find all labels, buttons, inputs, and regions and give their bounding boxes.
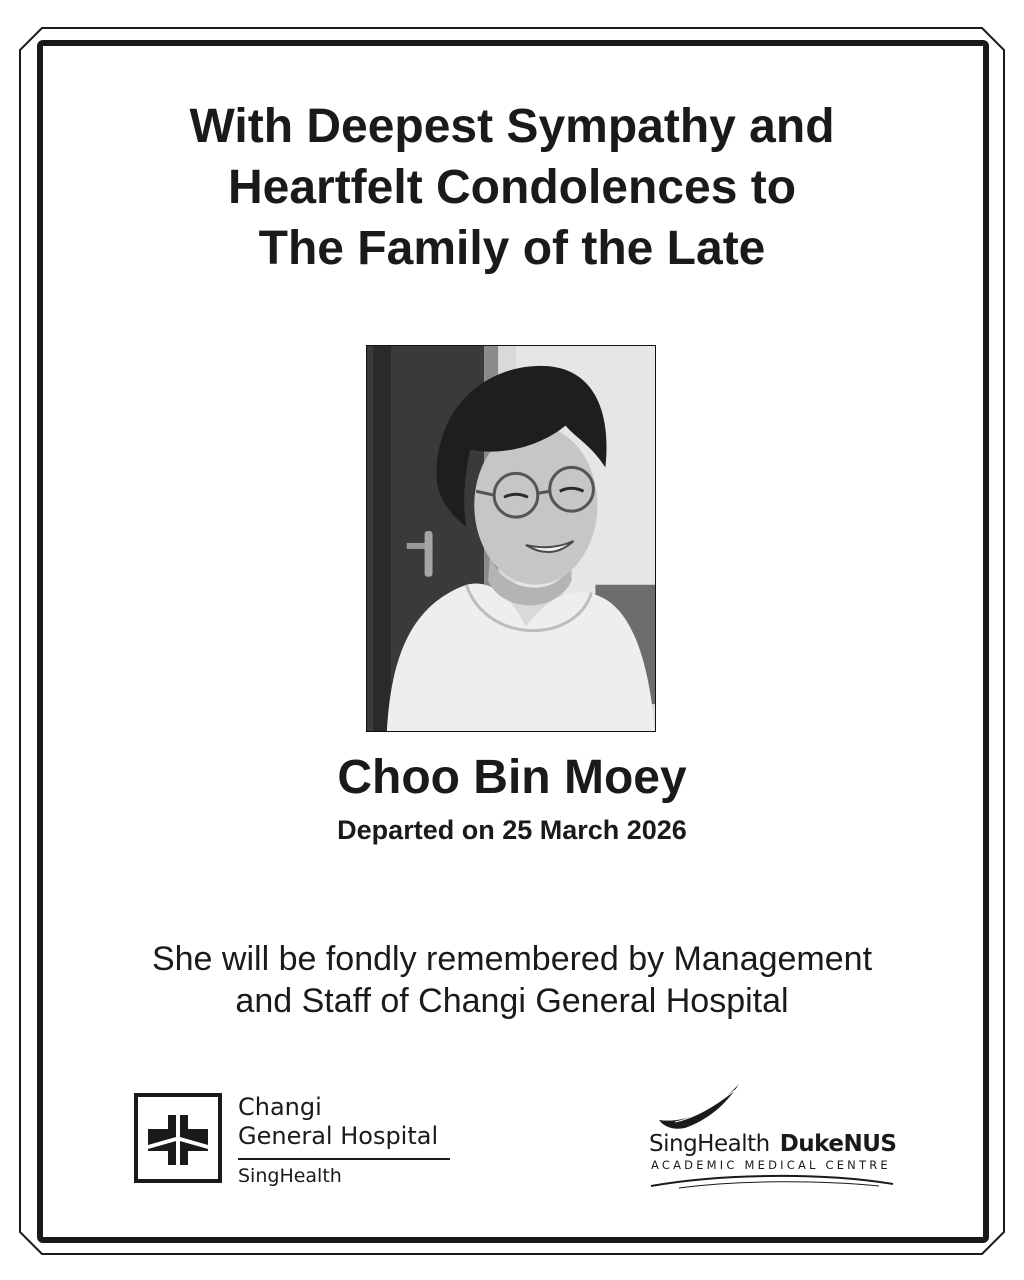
singhealth-dukenus-wordmark: [649, 1129, 896, 1158]
logo-arc-underline: [649, 1172, 895, 1190]
headline-line-1: With Deepest Sympathy and: [189, 100, 835, 153]
cgh-name-line-1: Changi: [238, 1093, 322, 1121]
cgh-cluster-name: SingHealth: [238, 1165, 342, 1187]
singhealth-wordmark: SingHealth: [649, 1131, 770, 1157]
singhealth-dukenus-logo: [645, 1080, 905, 1195]
cgh-divider: [238, 1158, 450, 1160]
remembrance-message: [60, 938, 964, 1022]
portrait-photo: [366, 345, 656, 732]
academic-medical-centre-label: ACADEMIC MEDICAL CENTRE: [651, 1158, 891, 1172]
cgh-name-line-2: General Hospital: [238, 1122, 439, 1150]
cgh-cross-emblem-icon: [134, 1093, 222, 1183]
departed-date: Departed on 25 March 2026: [337, 815, 687, 845]
headline-line-3: The Family of the Late: [258, 222, 766, 275]
singhealth-swoosh-icon: [655, 1080, 745, 1132]
deceased-name: Choo Bin Moey: [337, 751, 687, 804]
condolence-headline: [60, 96, 964, 279]
cgh-logo: [134, 1091, 464, 1191]
remembrance-line-2: and Staff of Changi General Hospital: [235, 982, 789, 1020]
headline-line-2: Heartfelt Condolences to: [227, 161, 797, 214]
dukenus-wordmark: DukeNUS: [779, 1131, 897, 1157]
remembrance-line-1: She will be fondly remembered by Management: [151, 940, 873, 978]
